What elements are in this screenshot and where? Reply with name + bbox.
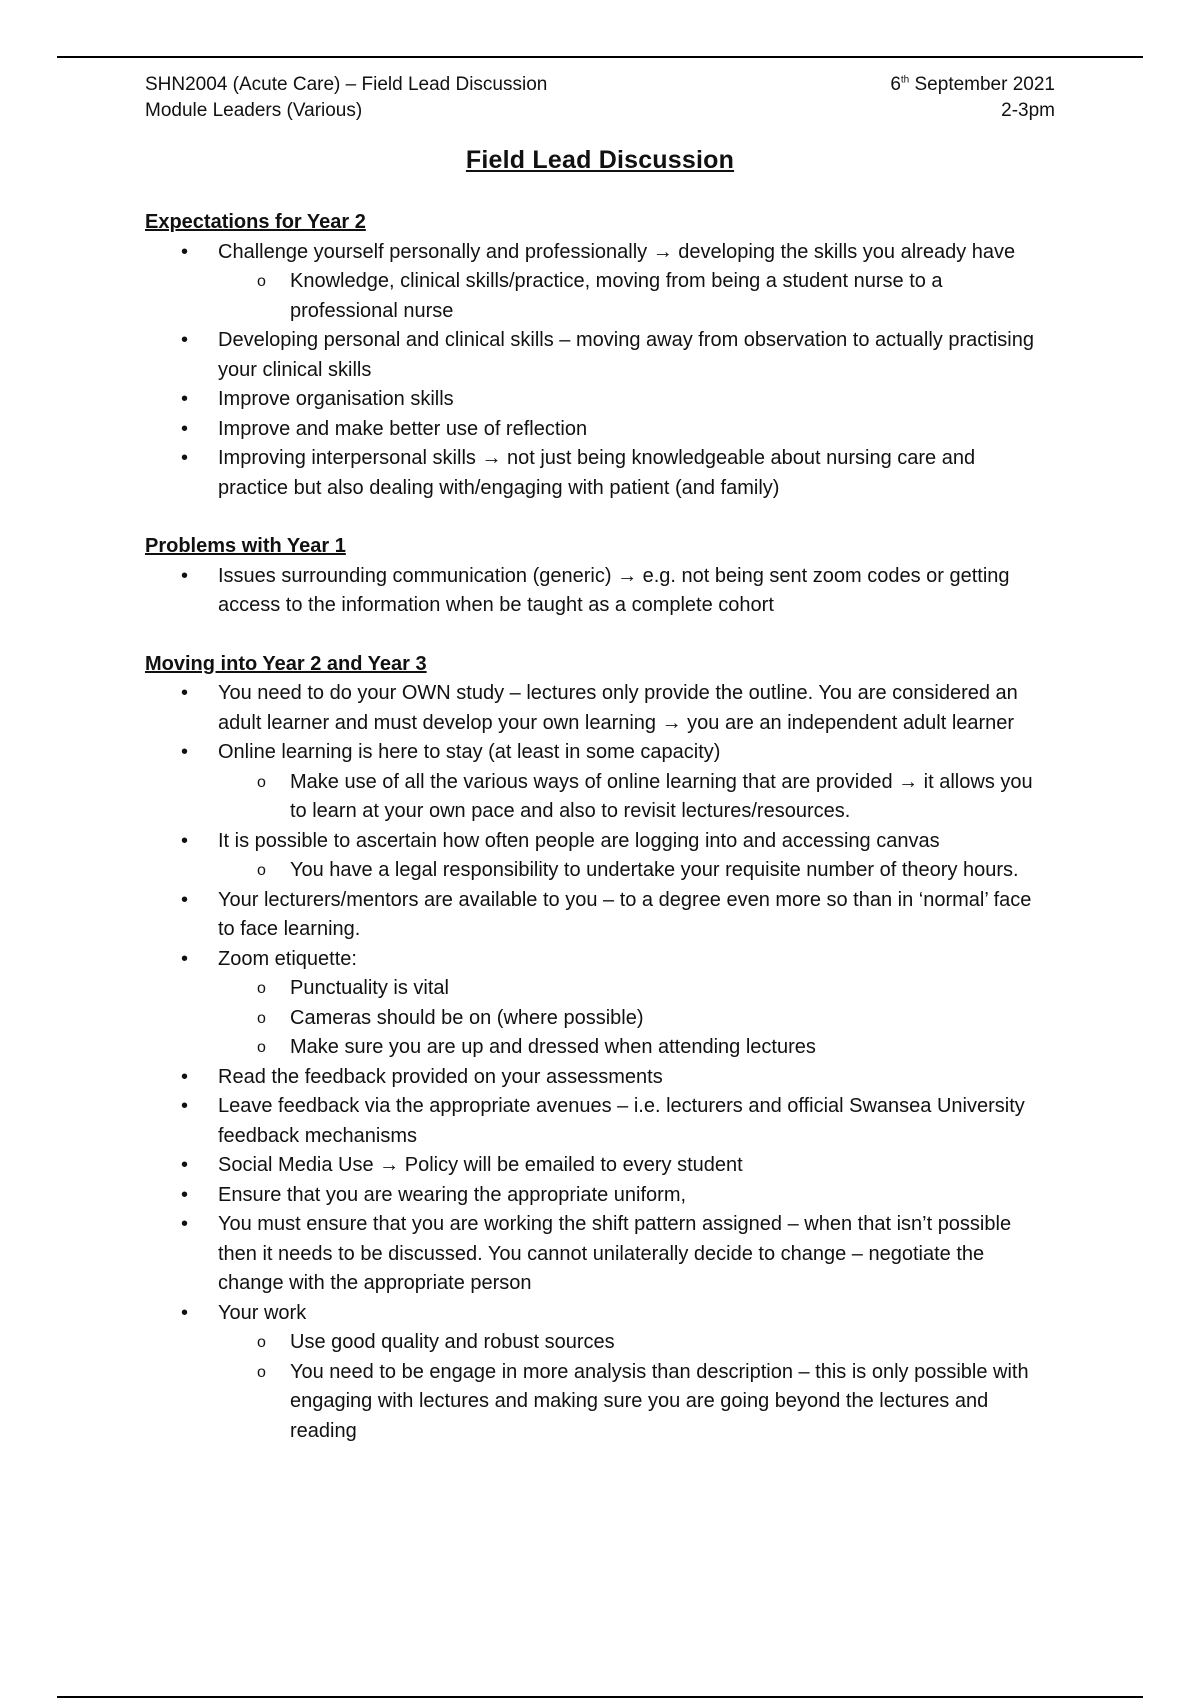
bullet-item: • Your lecturers/mentors are available to you – to a degree even more so than in ‘normal’ face to face learning. bbox=[145, 886, 1050, 945]
header-time: 2-3pm bbox=[1001, 100, 1055, 121]
bullet-item: • Leave feedback via the appropriate avenues – i.e. lecturers and official Swansea University feedback mechanisms bbox=[145, 1092, 1050, 1151]
bullet-item: • Issues surrounding communication (generic) → e.g. not being sent zoom codes or getting access to the information when be taught as a complete cohort bbox=[145, 562, 1050, 621]
section-heading: Problems with Year 1 bbox=[145, 535, 346, 557]
section bbox=[145, 532, 1050, 621]
bullet-item: • Developing personal and clinical skills – moving away from observation to actually practising your clinical skills bbox=[145, 326, 1050, 385]
bullet-item: • Your work bbox=[145, 1299, 1050, 1329]
bullet-item: • Improving interpersonal skills → not just being knowledgeable about nursing care and practice but also dealing with/engaging with patient (and family) bbox=[145, 444, 1050, 503]
date-suffix: th bbox=[900, 74, 910, 86]
sub-bullet-item: o Cameras should be on (where possible) bbox=[145, 1004, 1050, 1034]
sub-bullet-item: o You need to be engage in more analysis than description – this is only possible with engaging with lectures and making sure you are going beyond the lectures and reading bbox=[145, 1358, 1050, 1447]
bullet-item: • Zoom etiquette: bbox=[145, 945, 1050, 975]
bullet-list bbox=[145, 238, 1050, 504]
header-row-2 bbox=[145, 98, 1055, 124]
document-header bbox=[145, 72, 1055, 124]
module-leaders: Module Leaders (Various) bbox=[145, 100, 363, 121]
header-rule bbox=[57, 56, 1143, 58]
bullet-item: • Improve and make better use of reflection bbox=[145, 415, 1050, 445]
section bbox=[145, 208, 1050, 503]
date-day: 6 bbox=[890, 74, 901, 95]
bullet-list bbox=[145, 562, 1050, 621]
sub-bullet-item: o Make sure you are up and dressed when attending lectures bbox=[145, 1033, 1050, 1063]
sub-bullet-item: o You have a legal responsibility to undertake your requisite number of theory hours. bbox=[145, 856, 1050, 886]
footer-rule bbox=[57, 1696, 1143, 1698]
bullet-item: • Challenge yourself personally and professionally → developing the skills you already have bbox=[145, 238, 1050, 268]
bullet-item: • It is possible to ascertain how often people are logging into and accessing canvas bbox=[145, 827, 1050, 857]
bullet-item: • Online learning is here to stay (at least in some capacity) bbox=[145, 738, 1050, 768]
section bbox=[145, 650, 1050, 1447]
section-heading: Expectations for Year 2 bbox=[145, 211, 366, 233]
bullet-item: • You must ensure that you are working the shift pattern assigned – when that isn’t possible then it needs to be discussed. You cannot unilaterally decide to change – negotiate the change with the appropriate person bbox=[145, 1210, 1050, 1299]
sub-bullet-item: o Knowledge, clinical skills/practice, moving from being a student nurse to a professional nurse bbox=[145, 267, 1050, 326]
module-title: SHN2004 (Acute Care) – Field Lead Discussion bbox=[145, 74, 548, 95]
sub-bullet-item: o Use good quality and robust sources bbox=[145, 1328, 1050, 1358]
bullet-item: • You need to do your OWN study – lectures only provide the outline. You are considered an adult learner and must develop your own learning → you are an independent adult learner bbox=[145, 679, 1050, 738]
bullet-item: • Social Media Use → Policy will be emailed to every student bbox=[145, 1151, 1050, 1181]
bullet-item: • Improve organisation skills bbox=[145, 385, 1050, 415]
bullet-item: • Ensure that you are wearing the appropriate uniform, bbox=[145, 1181, 1050, 1211]
bullet-item: • Read the feedback provided on your assessments bbox=[145, 1063, 1050, 1093]
sub-bullet-item: o Make use of all the various ways of online learning that are provided → it allows you to learn at your own pace and also to revisit lectures/resources. bbox=[145, 768, 1050, 827]
header-row-1 bbox=[145, 72, 1055, 98]
date-month-year: September 2021 bbox=[909, 74, 1055, 95]
header-date bbox=[890, 72, 1055, 98]
page-title: Field Lead Discussion bbox=[465, 146, 735, 174]
section-heading: Moving into Year 2 and Year 3 bbox=[145, 652, 427, 675]
document-body bbox=[145, 208, 1050, 1475]
bullet-list bbox=[145, 679, 1050, 1446]
sub-bullet-item: o Punctuality is vital bbox=[145, 974, 1050, 1004]
